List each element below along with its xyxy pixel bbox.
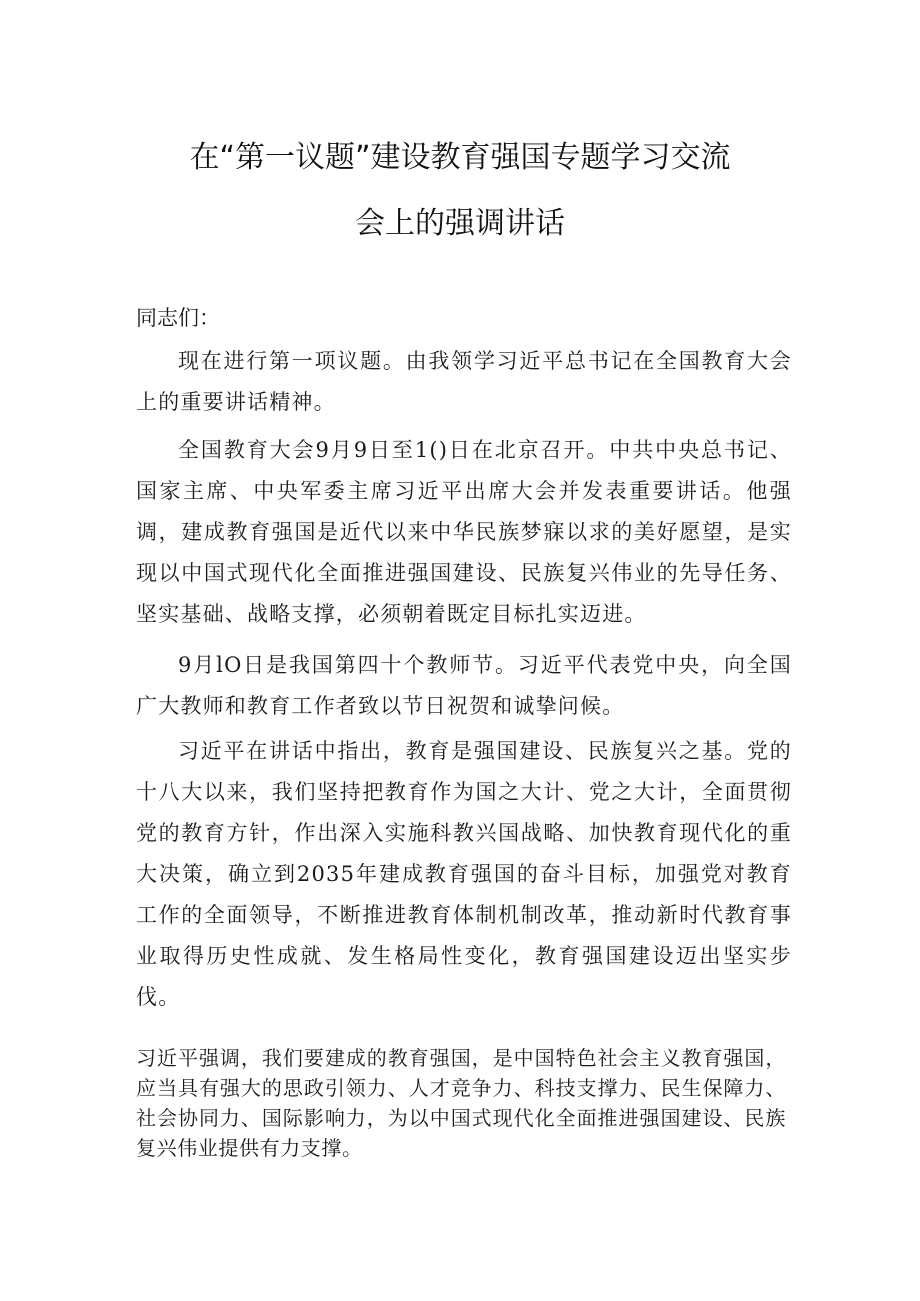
paragraph-2: 全国教育大会9月9日至1()日在北京召开。中共中央总书记、国家主席、中央军委主席习近平出席大会并发表重要讲话。他强调，建成教育强国是近代以来中华民族梦寐以求的美好愿望，是实现以中国式现代化全面推进强国建设、民族复兴伟业的先导任务、坚实基础、战略支撑，必须朝着既定目标扎实迈进。 xyxy=(136,438,792,626)
greeting: 同志们： xyxy=(136,306,220,330)
paragraph-4: 习近平在讲话中指出，教育是强国建设、民族复兴之基。党的十八大以来，我们坚持把教育作为国之大计、党之大计，全面贯彻党的教育方针，作出深入实施科教兴国战略、加快教育现代化的重大决策，确立到2035年建成教育强国的奋斗目标，加强党对教育工作的全面领导，不断推进教育体制机制改革，推动新时代教育事业取得历史性成就、发生格局性变化，教育强国建设迈出坚实步伐。 xyxy=(136,739,792,1009)
paragraph-1: 现在进行第一项议题。由我领学习近平总书记在全国教育大会上的重要讲话精神。 xyxy=(136,349,792,414)
document-title-line-2: 会上的强调讲话 xyxy=(355,206,565,241)
paragraph-5: 习近平强调，我们要建成的教育强国，是中国特色社会主义教育强国，应当具有强大的思政引领力、人才竞争力、科技支撑力、民生保障力、社会协同力、国际影响力，为以中国式现代化全面推进强国建设、民族复兴伟业提供有力支撑。 xyxy=(136,1046,786,1160)
paragraph-3: 9月lO日是我国第四十个教师节。习近平代表党中央，向全国广大教师和教育工作者致以节日祝贺和诚挚问候。 xyxy=(136,653,792,718)
document-title-line-1: 在“第一议题”建设教育强国专题学习交流 xyxy=(189,140,731,175)
